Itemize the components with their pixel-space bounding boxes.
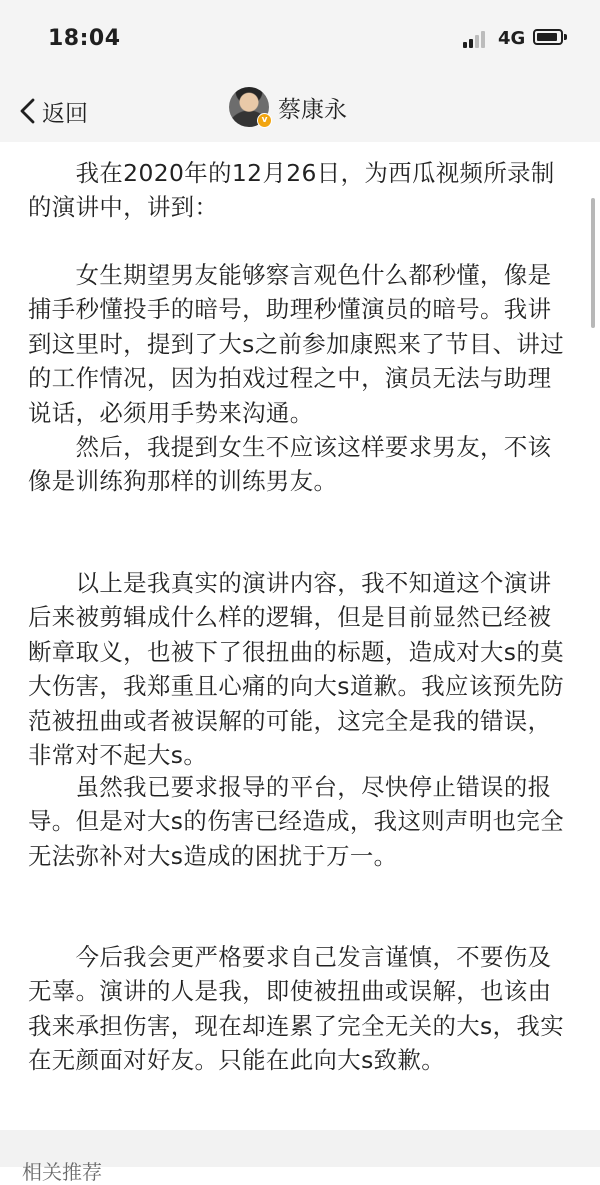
battery-icon	[533, 29, 563, 45]
post-paragraph: 我在2020年的12月26日，为西瓜视频所录制的演讲中，讲到：	[28, 159, 555, 222]
status-time: 18:04	[48, 26, 121, 51]
post-paragraph: 女生期望男友能够察言观色什么都秒懂，像是捕手秒懂投手的暗号，助理秒懂演员的暗号。我讲到这里时，提到了大s之前参加康熙来了节目、讲过的工作情况，因为拍戏过程之中，演员无法与助理说话，必须用手势来沟通。	[28, 261, 564, 427]
post-paragraph: 然后，我提到女生不应该这样要求男友，不该像是训练狗那样的训练男友。	[28, 433, 552, 496]
verified-badge-icon: v	[257, 113, 272, 128]
back-label: 返回	[42, 100, 88, 127]
back-button[interactable]	[14, 88, 88, 134]
status-bar	[0, 0, 600, 80]
related-title[interactable]: 相关推荐	[22, 1160, 102, 1184]
post-paragraph: 今后我会更严格要求自己发言谨慎，不要伤及无辜。演讲的人是我，即使被扭曲或误解，也该由我来承担伤害，现在却连累了完全无关的大s，我实在无颜面对好友。只能在此向大s致歉。	[28, 943, 564, 1075]
related-section	[0, 1130, 600, 1184]
post-paragraph: 虽然我已要求报导的平台，尽快停止错误的报导。但是对大s的伤害已经造成，我这则声明也完全无法弥补对大s造成的困扰于万一。	[28, 773, 564, 870]
signal-icon	[463, 30, 491, 48]
battery-tip	[564, 34, 567, 40]
scrollbar[interactable]	[591, 198, 595, 328]
network-type: 4G	[498, 28, 526, 49]
post-paragraph: 以上是我真实的演讲内容，我不知道这个演讲后来被剪辑成什么样的逻辑，但是目前显然已经被断章取义，也被下了很扭曲的标题，造成对大s的莫大伤害，我郑重且心痛的向大s道歉。我应该预先防范被扭曲或者被误解的可能，这完全是我的错误，非常对不起大s。	[28, 569, 564, 770]
account-name[interactable]: 蔡康永	[278, 97, 347, 123]
post-content	[0, 142, 600, 1130]
chevron-left-icon	[14, 96, 42, 126]
